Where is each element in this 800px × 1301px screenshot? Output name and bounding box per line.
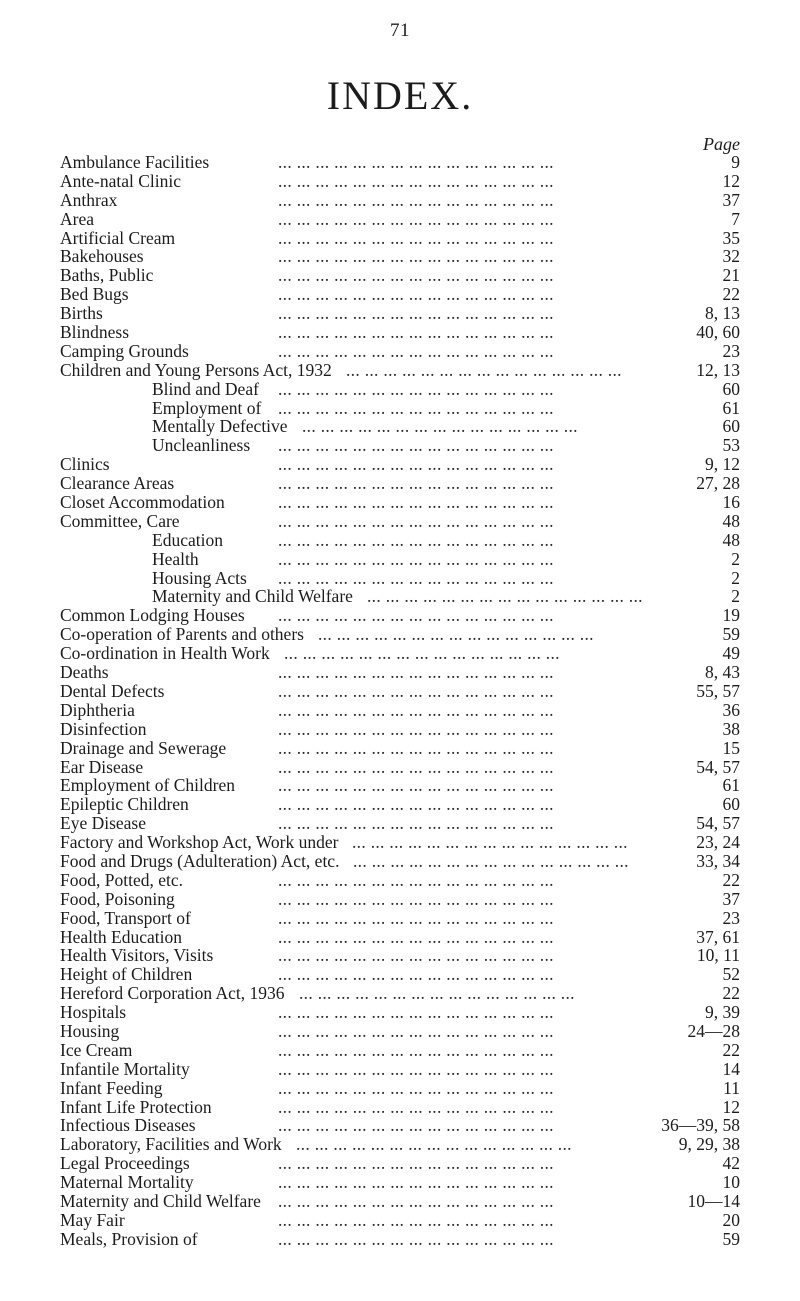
dot-leader: ... ... ... ... ... ... ... ... ... ... ... ... ... ... ... bbox=[278, 1097, 554, 1117]
page-reference: 9 bbox=[731, 152, 740, 172]
index-term: Blindness bbox=[60, 322, 130, 343]
index-term: Housing Acts bbox=[152, 567, 247, 588]
index-term: Maternity and Child Welfare bbox=[152, 586, 353, 607]
index-term: Ambulance Facilities bbox=[60, 152, 210, 172]
dot-leader: ... ... ... ... ... ... ... ... ... ... ... ... ... ... ... bbox=[278, 738, 554, 758]
index-entry bbox=[60, 1003, 740, 1022]
page-reference: 42 bbox=[722, 1153, 740, 1174]
page-reference: 9, 39 bbox=[705, 1002, 740, 1023]
page-reference: 22 bbox=[722, 869, 740, 890]
dot-leader: ... ... ... ... ... ... ... ... ... ... ... ... ... ... ... bbox=[278, 379, 554, 399]
dot-leader: ... ... ... ... ... ... ... ... ... ... ... ... ... ... ... bbox=[278, 795, 554, 815]
dot-leader: ... ... ... ... ... ... ... ... ... ... ... ... ... ... ... bbox=[278, 398, 554, 418]
index-term: Maternal Mortality bbox=[60, 1172, 194, 1193]
index-entry bbox=[60, 625, 740, 644]
index-entry bbox=[60, 210, 740, 229]
index-term: Committee, Care bbox=[60, 510, 180, 531]
dot-leader: ... ... ... ... ... ... ... ... ... ... ... ... ... ... ... bbox=[278, 1003, 554, 1022]
dot-leader: ... ... ... ... ... ... ... ... ... ... ... ... ... ... ... bbox=[278, 908, 554, 928]
index-entry bbox=[60, 285, 740, 304]
page-reference: 27, 28 bbox=[696, 473, 740, 494]
page-reference: 19 bbox=[722, 605, 740, 626]
index-entry bbox=[60, 1022, 740, 1041]
page-reference: 23 bbox=[722, 340, 740, 361]
index-entry bbox=[60, 474, 740, 493]
page-reference: 7 bbox=[731, 208, 740, 229]
index-entry bbox=[60, 606, 740, 625]
index-term: Maternity and Child Welfare bbox=[60, 1190, 261, 1211]
index-term: Co-ordination in Health Work bbox=[60, 643, 270, 664]
index-term: Food, Potted, etc. bbox=[60, 869, 183, 890]
index-term: Health Education bbox=[60, 926, 182, 947]
page-reference: 8, 43 bbox=[705, 662, 740, 683]
index-term: Housing bbox=[60, 1020, 120, 1041]
dot-leader: ... ... ... ... ... ... ... ... ... ... ... ... ... ... ... bbox=[278, 285, 554, 305]
page-reference: 16 bbox=[722, 492, 740, 513]
index-subentry bbox=[60, 587, 740, 606]
dot-leader: ... ... ... ... ... ... ... ... ... ... ... ... ... ... ... bbox=[278, 530, 554, 550]
page-column-header: Page bbox=[703, 134, 740, 154]
index-entry bbox=[60, 871, 740, 890]
index-term: Meals, Provision of bbox=[60, 1228, 198, 1249]
page-reference: 22 bbox=[722, 284, 740, 305]
dot-leader: ... ... ... ... ... ... ... ... ... ... ... ... ... ... ... bbox=[278, 511, 554, 531]
page-reference: 23 bbox=[722, 907, 740, 928]
dot-leader: ... ... ... ... ... ... ... ... ... ... ... ... ... ... ... bbox=[278, 190, 554, 210]
index-entry bbox=[60, 1211, 740, 1230]
index-term: Bakehouses bbox=[60, 246, 144, 267]
page-reference: 33, 34 bbox=[696, 850, 740, 871]
page-reference: 8, 13 bbox=[705, 303, 740, 324]
page-reference: 9, 12 bbox=[705, 454, 740, 475]
page-reference: 60 bbox=[722, 416, 740, 437]
index-term: Blind and Deaf bbox=[152, 378, 259, 399]
index-entry bbox=[60, 1192, 740, 1211]
page-reference: 12 bbox=[722, 1096, 740, 1117]
dot-leader: ... ... ... ... ... ... ... ... ... ... ... ... ... ... ... bbox=[284, 644, 560, 664]
page-reference: 55, 57 bbox=[696, 680, 740, 701]
index-entry bbox=[60, 1079, 740, 1098]
index-entry bbox=[60, 493, 740, 512]
dot-leader: ... ... ... ... ... ... ... ... ... ... ... ... ... ... ... bbox=[278, 889, 554, 909]
index-subentry bbox=[60, 569, 740, 588]
page-reference: 53 bbox=[722, 435, 740, 456]
page-reference: 2 bbox=[731, 548, 740, 569]
dot-leader: ... ... ... ... ... ... ... ... ... ... ... ... ... ... ... bbox=[367, 587, 643, 607]
index-list bbox=[60, 153, 740, 1249]
page-reference: 59 bbox=[722, 624, 740, 645]
index-term: Laboratory, Facilities and Work bbox=[60, 1134, 282, 1155]
page-reference: 24—28 bbox=[687, 1020, 740, 1041]
index-entry bbox=[60, 229, 740, 248]
index-term: Employment of bbox=[152, 397, 262, 418]
dot-leader: ... ... ... ... ... ... ... ... ... ... ... ... ... ... ... bbox=[278, 1229, 554, 1249]
dot-leader: ... ... ... ... ... ... ... ... ... ... ... ... ... ... ... bbox=[299, 984, 575, 1004]
index-entry bbox=[60, 1098, 740, 1117]
index-subentry bbox=[60, 399, 740, 418]
page-reference: 10, 11 bbox=[696, 945, 740, 966]
page-reference: 59 bbox=[722, 1228, 740, 1249]
page-reference: 10 bbox=[722, 1172, 740, 1193]
dot-leader: ... ... ... ... ... ... ... ... ... ... ... ... ... ... ... bbox=[278, 1154, 554, 1174]
index-entry bbox=[60, 795, 740, 814]
page-reference: 54, 57 bbox=[696, 813, 740, 834]
index-term: Children and Young Persons Act, 1932 bbox=[60, 359, 332, 380]
page-reference: 48 bbox=[722, 510, 740, 531]
index-entry bbox=[60, 946, 740, 965]
index-term: Deaths bbox=[60, 662, 109, 683]
dot-leader: ... ... ... ... ... ... ... ... ... ... ... ... ... ... ... bbox=[278, 266, 554, 286]
index-term: Closet Accommodation bbox=[60, 492, 225, 513]
dot-leader: ... ... ... ... ... ... ... ... ... ... ... ... ... ... ... bbox=[278, 1040, 554, 1060]
dot-leader: ... ... ... ... ... ... ... ... ... ... ... ... ... ... ... bbox=[278, 1173, 554, 1192]
page-reference: 61 bbox=[722, 397, 740, 418]
index-entry bbox=[60, 304, 740, 323]
page-reference: 12, 13 bbox=[696, 359, 740, 380]
dot-leader: ... ... ... ... ... ... ... ... ... ... ... ... ... ... ... bbox=[278, 719, 554, 739]
index-subentry bbox=[60, 417, 740, 436]
page-reference: 37, 61 bbox=[696, 926, 740, 947]
page-reference: 36—39, 58 bbox=[661, 1115, 740, 1136]
index-term: Ice Cream bbox=[60, 1039, 133, 1060]
index-entry bbox=[60, 455, 740, 474]
index-term: Common Lodging Houses bbox=[60, 605, 245, 626]
dot-leader: ... ... ... ... ... ... ... ... ... ... ... ... ... ... ... bbox=[278, 1059, 554, 1079]
index-entry bbox=[60, 852, 740, 871]
page-title: INDEX. bbox=[326, 73, 474, 118]
dot-leader: ... ... ... ... ... ... ... ... ... ... ... ... ... ... ... bbox=[278, 228, 554, 248]
page-reference: 54, 57 bbox=[696, 756, 740, 777]
dot-leader: ... ... ... ... ... ... ... ... ... ... ... ... ... ... ... bbox=[278, 946, 554, 966]
page-reference: 15 bbox=[722, 737, 740, 758]
index-term: Health bbox=[152, 548, 199, 569]
dot-leader: ... ... ... ... ... ... ... ... ... ... ... ... ... ... ... bbox=[278, 776, 554, 796]
index-term: Anthrax bbox=[60, 189, 118, 210]
index-term: Infant Life Protection bbox=[60, 1096, 212, 1117]
page-number: 71 bbox=[390, 20, 410, 41]
page-reference: 22 bbox=[722, 983, 740, 1004]
index-term: Legal Proceedings bbox=[60, 1153, 190, 1174]
index-entry bbox=[60, 361, 740, 380]
page-reference: 12 bbox=[722, 170, 740, 191]
page-reference: 52 bbox=[722, 964, 740, 985]
dot-leader: ... ... ... ... ... ... ... ... ... ... ... ... ... ... ... bbox=[278, 153, 554, 172]
index-term: May Fair bbox=[60, 1209, 125, 1230]
dot-leader: ... ... ... ... ... ... ... ... ... ... ... ... ... ... ... bbox=[278, 757, 554, 777]
index-term: Hospitals bbox=[60, 1002, 127, 1023]
page-reference: 11 bbox=[723, 1077, 740, 1098]
dot-leader: ... ... ... ... ... ... ... ... ... ... ... ... ... ... ... bbox=[278, 436, 554, 456]
page-reference: 37 bbox=[722, 189, 740, 210]
index-term: Education bbox=[152, 529, 223, 550]
index-entry bbox=[60, 1135, 740, 1154]
dot-leader: ... ... ... ... ... ... ... ... ... ... ... ... ... ... ... bbox=[302, 417, 578, 437]
dot-leader: ... ... ... ... ... ... ... ... ... ... ... ... ... ... ... bbox=[278, 1191, 554, 1211]
dot-leader: ... ... ... ... ... ... ... ... ... ... ... ... ... ... ... bbox=[278, 606, 554, 626]
page-reference: 22 bbox=[722, 1039, 740, 1060]
index-entry bbox=[60, 247, 740, 266]
page-reference: 32 bbox=[722, 246, 740, 267]
index-entry bbox=[60, 1060, 740, 1079]
page-reference: 9, 29, 38 bbox=[678, 1134, 740, 1155]
index-term: Ante-natal Clinic bbox=[60, 170, 182, 191]
index-subentry bbox=[60, 550, 740, 569]
index-entry bbox=[60, 833, 740, 852]
index-term: Ear Disease bbox=[60, 756, 144, 777]
page-reference: 36 bbox=[722, 699, 740, 720]
page-reference: 35 bbox=[722, 227, 740, 248]
page-reference: 60 bbox=[722, 794, 740, 815]
page-reference: 20 bbox=[722, 1209, 740, 1230]
index-term: Clearance Areas bbox=[60, 473, 175, 494]
page-reference: 2 bbox=[731, 586, 740, 607]
index-term: Mentally Defective bbox=[152, 416, 288, 437]
index-entry bbox=[60, 172, 740, 191]
index-term: Infant Feeding bbox=[60, 1077, 163, 1098]
index-entry bbox=[60, 965, 740, 984]
index-term: Area bbox=[60, 208, 95, 229]
dot-leader: ... ... ... ... ... ... ... ... ... ... ... ... ... ... ... bbox=[352, 833, 628, 852]
index-entry bbox=[60, 701, 740, 720]
dot-leader: ... ... ... ... ... ... ... ... ... ... ... ... ... ... ... bbox=[278, 1078, 554, 1098]
index-term: Artificial Cream bbox=[60, 227, 176, 248]
page-reference: 49 bbox=[722, 643, 740, 664]
dot-leader: ... ... ... ... ... ... ... ... ... ... ... ... ... ... ... bbox=[278, 965, 554, 985]
dot-leader: ... ... ... ... ... ... ... ... ... ... ... ... ... ... ... bbox=[278, 549, 554, 569]
index-term: Food, Poisoning bbox=[60, 888, 175, 909]
page-reference: 21 bbox=[722, 265, 740, 286]
index-term: Camping Grounds bbox=[60, 340, 189, 361]
index-term: Births bbox=[60, 303, 103, 324]
index-entry bbox=[60, 323, 740, 342]
dot-leader: ... ... ... ... ... ... ... ... ... ... ... ... ... ... ... bbox=[318, 625, 594, 645]
dot-leader: ... ... ... ... ... ... ... ... ... ... ... ... ... ... ... bbox=[278, 1021, 554, 1041]
index-term: Food and Drugs (Adulteration) Act, etc. bbox=[60, 850, 340, 871]
dot-leader: ... ... ... ... ... ... ... ... ... ... ... ... ... ... ... bbox=[278, 247, 554, 267]
index-entry bbox=[60, 266, 740, 285]
page-reference: 23, 24 bbox=[696, 832, 740, 853]
page-reference: 2 bbox=[731, 567, 740, 588]
index-term: Food, Transport of bbox=[60, 907, 191, 928]
index-term: Drainage and Sewerage bbox=[60, 737, 227, 758]
index-subentry bbox=[60, 436, 740, 455]
index-term: Bed Bugs bbox=[60, 284, 129, 305]
dot-leader: ... ... ... ... ... ... ... ... ... ... ... ... ... ... ... bbox=[278, 663, 554, 682]
dot-leader: ... ... ... ... ... ... ... ... ... ... ... ... ... ... ... bbox=[278, 455, 554, 475]
page-reference: 10—14 bbox=[687, 1190, 740, 1211]
index-entry bbox=[60, 1173, 740, 1192]
dot-leader: ... ... ... ... ... ... ... ... ... ... ... ... ... ... ... bbox=[278, 209, 554, 229]
index-entry bbox=[60, 663, 740, 682]
index-entry bbox=[60, 814, 740, 833]
dot-leader: ... ... ... ... ... ... ... ... ... ... ... ... ... ... ... bbox=[278, 927, 554, 947]
index-term: Hereford Corporation Act, 1936 bbox=[60, 983, 285, 1004]
dot-leader: ... ... ... ... ... ... ... ... ... ... ... ... ... ... ... bbox=[278, 304, 554, 324]
index-term: Height of Children bbox=[60, 964, 193, 985]
index-entry bbox=[60, 682, 740, 701]
page-reference: 60 bbox=[722, 378, 740, 399]
index-entry bbox=[60, 720, 740, 739]
index-entry bbox=[60, 191, 740, 210]
page-reference: 61 bbox=[722, 775, 740, 796]
index-entry bbox=[60, 644, 740, 663]
dot-leader: ... ... ... ... ... ... ... ... ... ... ... ... ... ... ... bbox=[278, 681, 554, 701]
index-term: Co-operation of Parents and others bbox=[60, 624, 304, 645]
page-reference: 14 bbox=[722, 1058, 740, 1079]
page-reference: 38 bbox=[722, 718, 740, 739]
dot-leader: ... ... ... ... ... ... ... ... ... ... ... ... ... ... ... bbox=[278, 474, 554, 494]
dot-leader: ... ... ... ... ... ... ... ... ... ... ... ... ... ... ... bbox=[278, 568, 554, 588]
dot-leader: ... ... ... ... ... ... ... ... ... ... ... ... ... ... ... bbox=[278, 1116, 554, 1136]
index-term: Diphtheria bbox=[60, 699, 135, 720]
dot-leader: ... ... ... ... ... ... ... ... ... ... ... ... ... ... ... bbox=[278, 700, 554, 720]
index-entry bbox=[60, 739, 740, 758]
index-term: Infantile Mortality bbox=[60, 1058, 190, 1079]
page-reference: 37 bbox=[722, 888, 740, 909]
page-reference: 48 bbox=[722, 529, 740, 550]
index-term: Health Visitors, Visits bbox=[60, 945, 214, 966]
dot-leader: ... ... ... ... ... ... ... ... ... ... ... ... ... ... ... bbox=[353, 851, 629, 871]
index-term: Employment of Children bbox=[60, 775, 235, 796]
index-entry bbox=[60, 153, 740, 172]
index-entry bbox=[60, 1116, 740, 1135]
index-term: Factory and Workshop Act, Work under bbox=[60, 832, 339, 853]
index-entry bbox=[60, 1041, 740, 1060]
index-term: Infectious Diseases bbox=[60, 1115, 196, 1136]
index-entry bbox=[60, 758, 740, 777]
index-entry bbox=[60, 776, 740, 795]
index-subentry bbox=[60, 531, 740, 550]
index-term: Epileptic Children bbox=[60, 794, 189, 815]
index-entry bbox=[60, 890, 740, 909]
page-reference: 40, 60 bbox=[696, 322, 740, 343]
index-entry bbox=[60, 909, 740, 928]
dot-leader: ... ... ... ... ... ... ... ... ... ... ... ... ... ... ... bbox=[278, 323, 554, 342]
index-entry bbox=[60, 928, 740, 947]
dot-leader: ... ... ... ... ... ... ... ... ... ... ... ... ... ... ... bbox=[346, 360, 622, 380]
index-term: Clinics bbox=[60, 454, 110, 475]
index-term: Uncleanliness bbox=[152, 435, 251, 456]
index-term: Eye Disease bbox=[60, 813, 147, 834]
index-subentry bbox=[60, 380, 740, 399]
dot-leader: ... ... ... ... ... ... ... ... ... ... ... ... ... ... ... bbox=[278, 493, 554, 512]
index-entry bbox=[60, 342, 740, 361]
index-entry bbox=[60, 1230, 740, 1249]
dot-leader: ... ... ... ... ... ... ... ... ... ... ... ... ... ... ... bbox=[278, 171, 554, 191]
index-term: Dental Defects bbox=[60, 680, 165, 701]
index-term: Disinfection bbox=[60, 718, 147, 739]
dot-leader: ... ... ... ... ... ... ... ... ... ... ... ... ... ... ... bbox=[278, 341, 554, 361]
dot-leader: ... ... ... ... ... ... ... ... ... ... ... ... ... ... ... bbox=[278, 870, 554, 890]
index-entry bbox=[60, 512, 740, 531]
dot-leader: ... ... ... ... ... ... ... ... ... ... ... ... ... ... ... bbox=[278, 1210, 554, 1230]
dot-leader: ... ... ... ... ... ... ... ... ... ... ... ... ... ... ... bbox=[278, 814, 554, 834]
index-term: Baths, Public bbox=[60, 265, 154, 286]
index-entry bbox=[60, 1154, 740, 1173]
index-entry bbox=[60, 984, 740, 1003]
dot-leader: ... ... ... ... ... ... ... ... ... ... ... ... ... ... ... bbox=[296, 1135, 572, 1155]
